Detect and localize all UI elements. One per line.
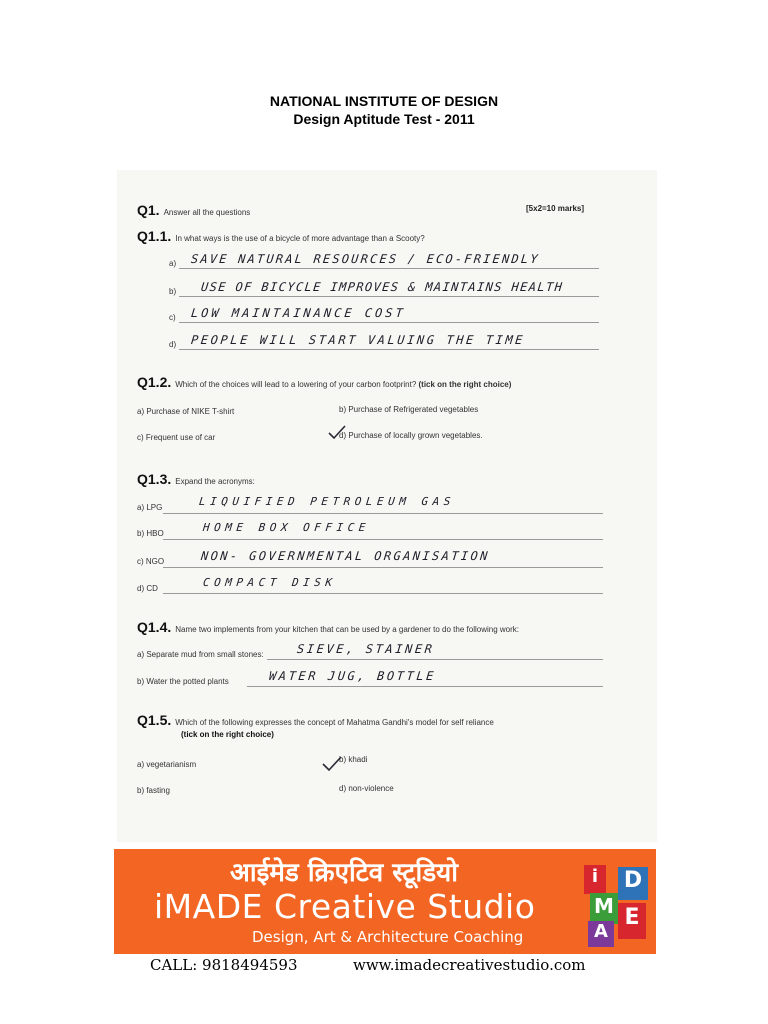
q1-1-label: Q1.1.: [137, 228, 172, 244]
studio-logo: [580, 855, 652, 949]
tick-mark-icon: [321, 754, 343, 772]
answer-line: [247, 686, 603, 687]
q1-3-answer-c: NON- GOVERNMENTAL ORGANISATION: [200, 549, 491, 563]
answer-line: [163, 539, 603, 540]
tick-mark-icon: [327, 424, 347, 440]
q1-1-text: In what ways is the use of a bicycle of more advantage than a Scooty?: [175, 234, 425, 243]
q1-4-item-a-label: a) Separate mud from small stones:: [137, 650, 264, 659]
q1-4-text: Name two implements from your kitchen that can be used by a gardener to do the following work:: [175, 625, 519, 634]
answer-line: [267, 659, 603, 660]
q1-2-heading: [137, 374, 511, 390]
q1-1-answer-d: PEOPLE WILL START VALUING THE TIME: [190, 333, 526, 347]
q1-3-item-a-label: a) LPG: [137, 503, 163, 512]
q1-1-answer-b-letter: b): [169, 287, 177, 296]
answer-line: [163, 567, 603, 568]
q1-3-item-c-label: c) NGO: [137, 557, 165, 566]
q1-5-label: Q1.5.: [137, 712, 172, 728]
q1-heading: [137, 202, 250, 218]
q1-3-label: Q1.3.: [137, 471, 172, 487]
banner-tagline: Design, Art & Architecture Coaching: [252, 928, 524, 946]
q1-text: Answer all the questions: [163, 208, 251, 217]
q1-2-option-d[interactable]: d) Purchase of locally grown vegetables.: [339, 431, 483, 440]
q1-4-label: Q1.4.: [137, 619, 172, 635]
logo-letter-e: E: [618, 903, 646, 939]
q1-2-label: Q1.2.: [137, 374, 172, 390]
q1-5-instruction: (tick on the right choice): [181, 730, 274, 739]
q1-1-heading: [137, 228, 425, 244]
q1-3-item-d-label: d) CD: [137, 584, 158, 593]
q1-4-answer-b: WATER JUG, BOTTLE: [268, 669, 437, 683]
q1-5-heading: [137, 712, 494, 728]
q1-1-answer-d-letter: d): [169, 340, 177, 349]
q1-4-item-b-label: b) Water the potted plants: [137, 677, 229, 686]
q1-2-option-c[interactable]: c) Frequent use of car: [137, 433, 216, 442]
q1-4-heading: [137, 619, 519, 635]
answer-line: [179, 322, 599, 323]
q1-label: Q1.: [137, 202, 160, 218]
q1-1-answer-a: SAVE NATURAL RESOURCES / ECO-FRIENDLY: [190, 252, 541, 266]
answer-line: [179, 349, 599, 350]
document-header: [0, 92, 768, 128]
q1-3-heading: [137, 471, 255, 487]
logo-letter-i: i: [584, 865, 606, 894]
q1-5-option-d[interactable]: d) non-violence: [339, 784, 394, 793]
q1-5-text: Which of the following expresses the concept of Mahatma Gandhi's model for self reliance: [175, 718, 494, 727]
studio-banner: [114, 849, 656, 954]
q1-4-answer-a: SIEVE, STAINER: [296, 642, 436, 656]
q1-3-text: Expand the acronyms:: [175, 477, 255, 486]
q1-1-answer-b: USE OF BICYCLE IMPROVES & MAINTAINS HEALTH: [200, 280, 564, 294]
q1-1-answer-c: LOW MAINTAINANCE COST: [190, 306, 407, 320]
document-subtitle: Design Aptitude Test - 2011: [293, 111, 475, 127]
q1-3-answer-a: LIQUIFIED PETROLEUM GAS: [198, 495, 456, 508]
q1-3-answer-d: COMPACT DISK: [202, 576, 338, 589]
logo-letter-m: M: [590, 893, 618, 924]
q1-2-instruction: (tick on the right choice): [418, 380, 512, 389]
answer-line: [179, 296, 599, 297]
answer-line: [163, 593, 603, 594]
q1-3-answer-b: HOME BOX OFFICE: [202, 521, 371, 534]
q1-2-option-b[interactable]: b) Purchase of Refrigerated vegetables: [339, 405, 479, 414]
banner-hindi-title: आईमेड क्रिएटिव स्टूडियो: [230, 858, 458, 888]
banner-studio-name: iMADE Creative Studio: [154, 887, 536, 926]
scanned-answer-sheet: [117, 170, 657, 842]
q1-2-text: Which of the choices will lead to a lowering of your carbon footprint?: [175, 380, 417, 389]
document-title: NATIONAL INSTITUTE OF DESIGN: [269, 93, 499, 109]
logo-letter-d: D: [618, 867, 648, 900]
website-link[interactable]: www.imadecreativestudio.com: [353, 956, 586, 974]
q1-2-option-a[interactable]: a) Purchase of NIKE T-shirt: [137, 407, 235, 416]
q1-marks: [5x2=10 marks]: [526, 204, 585, 213]
q1-1-answer-c-letter: c): [169, 313, 176, 322]
q1-5-option-b[interactable]: b) khadi: [339, 755, 368, 764]
phone-number: CALL: 9818494593: [150, 956, 298, 974]
q1-3-item-b-label: b) HBO: [137, 529, 164, 538]
logo-letter-a: A: [588, 921, 614, 947]
answer-line: [179, 268, 599, 269]
q1-1-answer-a-letter: a): [169, 259, 177, 268]
q1-5-option-a[interactable]: a) vegetarianism: [137, 760, 197, 769]
q1-5-option-c[interactable]: b) fasting: [137, 786, 170, 795]
answer-line: [163, 513, 603, 514]
